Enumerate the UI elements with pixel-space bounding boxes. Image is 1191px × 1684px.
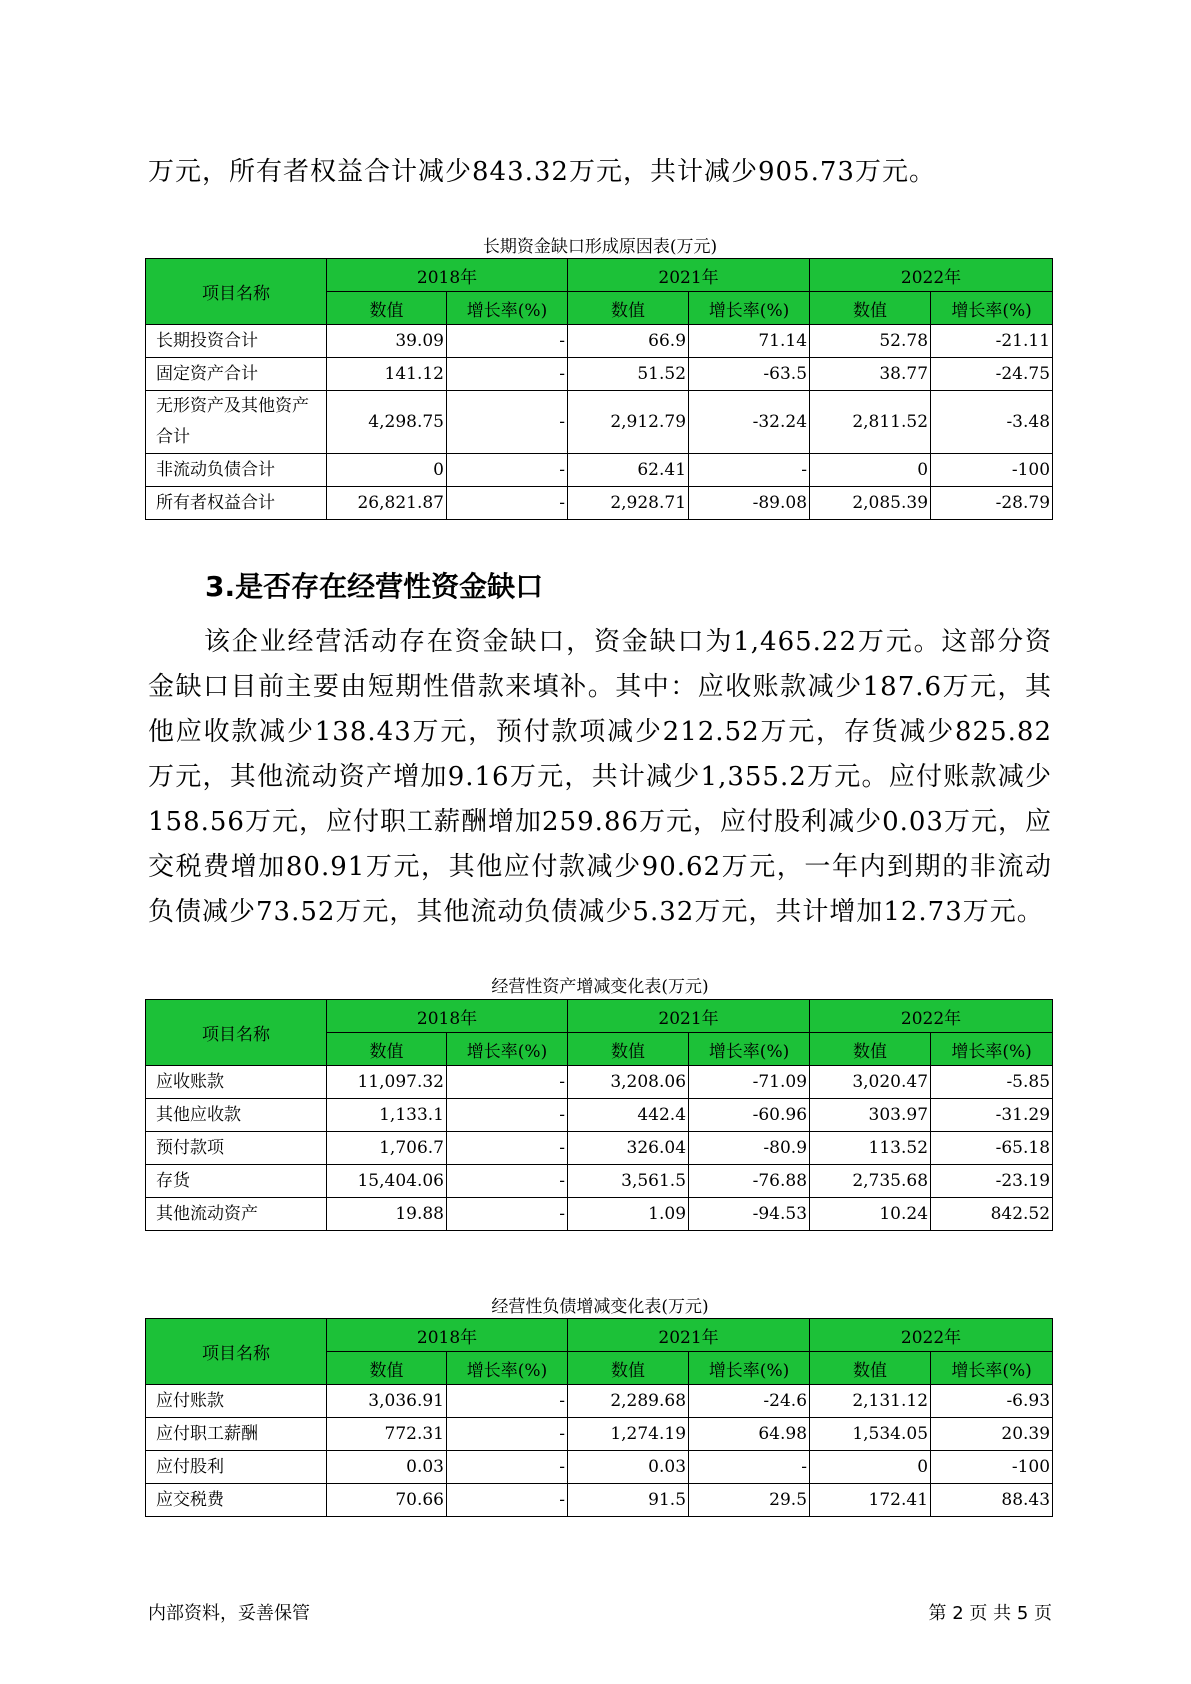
cell-value-2021: 2,912.79 (568, 391, 689, 454)
cell-value-2018: 19.88 (327, 1198, 447, 1231)
header-value: 数值 (327, 1352, 447, 1385)
row-label: 所有者权益合计 (146, 487, 327, 520)
cell-value-2018: 1,706.7 (327, 1132, 447, 1165)
row-label: 固定资产合计 (146, 358, 327, 391)
row-label: 应付账款 (146, 1385, 327, 1418)
cell-value-2022: 113.52 (810, 1132, 931, 1165)
cell-value-2018: 141.12 (327, 358, 447, 391)
header-item-name: 项目名称 (146, 1000, 327, 1066)
cell-value-2021: 1.09 (568, 1198, 689, 1231)
cell-value-2022: 52.78 (810, 325, 931, 358)
header-growth: 增长率(%) (447, 1033, 568, 1066)
table-row (146, 325, 1053, 358)
row-label: 预付款项 (146, 1132, 327, 1165)
header-year-2018: 2018年 (327, 259, 568, 292)
footer-confidential-note: 内部资料，妥善保管 (148, 1603, 310, 1624)
cell-growth-2021: -63.5 (689, 358, 810, 391)
row-label: 无形资产及其他资产合计 (146, 391, 327, 454)
cell-value-2021: 442.4 (568, 1099, 689, 1132)
section-heading: 3.是否存在经营性资金缺口 (205, 570, 544, 603)
table2-caption: 经营性资产增减变化表(万元) (491, 977, 709, 997)
header-year-2022: 2022年 (810, 1319, 1053, 1352)
cell-growth-2022: -28.79 (931, 487, 1053, 520)
header-value: 数值 (568, 292, 689, 325)
cell-value-2018: 11,097.32 (327, 1066, 447, 1099)
cell-growth-2021: -94.53 (689, 1198, 810, 1231)
row-label: 应付职工薪酬 (146, 1418, 327, 1451)
cell-value-2022: 1,534.05 (810, 1418, 931, 1451)
cell-value-2022: 2,735.68 (810, 1165, 931, 1198)
cell-growth-2022: -6.93 (931, 1385, 1053, 1418)
table3-caption: 经营性负债增减变化表(万元) (491, 1297, 709, 1317)
cell-value-2021: 326.04 (568, 1132, 689, 1165)
cell-value-2021: 1,274.19 (568, 1418, 689, 1451)
header-year-2021: 2021年 (568, 1319, 810, 1352)
cell-value-2022: 0 (810, 1451, 931, 1484)
header-year-2022: 2022年 (810, 1000, 1053, 1033)
cell-value-2022: 38.77 (810, 358, 931, 391)
header-value: 数值 (810, 292, 931, 325)
cell-growth-2018: - (447, 1066, 568, 1099)
cell-value-2021: 2,928.71 (568, 487, 689, 520)
header-value: 数值 (568, 1033, 689, 1066)
body-paragraph: 该企业经营活动存在资金缺口，资金缺口为1,465.22万元。这部分资金缺口目前主要由短期性借款来填补。其中：应收账款减少187.6万元，其他应收款减少138.43万元，预付款项减少212.52万元，存货减少825.82万元，其他流动资产增加9.16万元，共计减少1,355.2万元。应付账款减少158.56万元，应付职工薪酬增加259.86万元，应付股利减少0.03万元，应交税费增加80.91万元，其他应付款减少90.62万元，一年内到期的非流动负债减少73.52万元，其他流动负债减少5.32万元，共计增加12.73万元。 (148, 627, 1052, 927)
cell-value-2018: 1,133.1 (327, 1099, 447, 1132)
cell-growth-2022: -5.85 (931, 1066, 1053, 1099)
cell-growth-2018: - (447, 1099, 568, 1132)
cell-value-2018: 39.09 (327, 325, 447, 358)
header-growth: 增长率(%) (447, 292, 568, 325)
table-row (146, 358, 1053, 391)
header-value: 数值 (327, 1033, 447, 1066)
row-label: 应付股利 (146, 1451, 327, 1484)
header-year-2018: 2018年 (327, 1000, 568, 1033)
cell-value-2018: 4,298.75 (327, 391, 447, 454)
cell-value-2022: 10.24 (810, 1198, 931, 1231)
header-year-2018: 2018年 (327, 1319, 568, 1352)
cell-value-2018: 70.66 (327, 1484, 447, 1517)
table-row (146, 454, 1053, 487)
cell-growth-2021: -60.96 (689, 1099, 810, 1132)
cell-growth-2021: - (689, 1451, 810, 1484)
row-label: 应交税费 (146, 1484, 327, 1517)
cell-value-2021: 62.41 (568, 454, 689, 487)
cell-growth-2018: - (447, 1165, 568, 1198)
cell-growth-2022: -31.29 (931, 1099, 1053, 1132)
cell-growth-2018: - (447, 1451, 568, 1484)
header-growth: 增长率(%) (689, 292, 810, 325)
cell-growth-2018: - (447, 487, 568, 520)
intro-paragraph: 万元，所有者权益合计减少843.32万元，共计减少905.73万元。 (148, 157, 936, 187)
cell-value-2022: 172.41 (810, 1484, 931, 1517)
header-year-2022: 2022年 (810, 259, 1053, 292)
header-growth: 增长率(%) (689, 1033, 810, 1066)
header-growth: 增长率(%) (689, 1352, 810, 1385)
cell-growth-2022: 20.39 (931, 1418, 1053, 1451)
cell-growth-2021: -32.24 (689, 391, 810, 454)
table-row (146, 1198, 1053, 1231)
cell-growth-2018: - (447, 325, 568, 358)
cell-growth-2018: - (447, 1132, 568, 1165)
cell-growth-2022: -24.75 (931, 358, 1053, 391)
cell-value-2018: 26,821.87 (327, 487, 447, 520)
cell-growth-2021: -76.88 (689, 1165, 810, 1198)
header-year-2021: 2021年 (568, 1000, 810, 1033)
footer-page-number: 第 2 页 共 5 页 (928, 1603, 1052, 1624)
cell-growth-2021: - (689, 454, 810, 487)
cell-value-2018: 15,404.06 (327, 1165, 447, 1198)
header-growth: 增长率(%) (931, 1352, 1053, 1385)
cell-growth-2021: -89.08 (689, 487, 810, 520)
table-row (146, 1385, 1053, 1418)
table-row (146, 1165, 1053, 1198)
row-label: 非流动负债合计 (146, 454, 327, 487)
cell-growth-2021: 64.98 (689, 1418, 810, 1451)
cell-value-2018: 3,036.91 (327, 1385, 447, 1418)
header-growth: 增长率(%) (447, 1352, 568, 1385)
header-value: 数值 (327, 292, 447, 325)
cell-growth-2021: -80.9 (689, 1132, 810, 1165)
table-row (146, 391, 1053, 454)
row-label: 长期投资合计 (146, 325, 327, 358)
cell-value-2021: 3,208.06 (568, 1066, 689, 1099)
header-growth: 增长率(%) (931, 1033, 1053, 1066)
table-row (146, 1132, 1053, 1165)
cell-value-2021: 3,561.5 (568, 1165, 689, 1198)
row-label: 存货 (146, 1165, 327, 1198)
cell-growth-2018: - (447, 1484, 568, 1517)
cell-growth-2018: - (447, 1418, 568, 1451)
cell-growth-2022: -65.18 (931, 1132, 1053, 1165)
cell-growth-2021: 29.5 (689, 1484, 810, 1517)
table1-caption: 长期资金缺口形成原因表(万元) (482, 237, 718, 257)
cell-growth-2022: 88.43 (931, 1484, 1053, 1517)
cell-value-2018: 0.03 (327, 1451, 447, 1484)
table-long-term-funding-gap (145, 258, 1053, 520)
row-label: 其他流动资产 (146, 1198, 327, 1231)
cell-value-2021: 91.5 (568, 1484, 689, 1517)
cell-growth-2021: -71.09 (689, 1066, 810, 1099)
cell-value-2018: 772.31 (327, 1418, 447, 1451)
cell-growth-2022: -100 (931, 454, 1053, 487)
table-row (146, 1418, 1053, 1451)
cell-growth-2022: 842.52 (931, 1198, 1053, 1231)
cell-growth-2021: 71.14 (689, 325, 810, 358)
cell-value-2018: 0 (327, 454, 447, 487)
cell-value-2022: 2,811.52 (810, 391, 931, 454)
cell-growth-2022: -3.48 (931, 391, 1053, 454)
cell-value-2022: 303.97 (810, 1099, 931, 1132)
cell-growth-2018: - (447, 454, 568, 487)
cell-value-2022: 2,131.12 (810, 1385, 931, 1418)
table-row (146, 1451, 1053, 1484)
table-row (146, 487, 1053, 520)
header-year-2021: 2021年 (568, 259, 810, 292)
header-item-name: 项目名称 (146, 259, 327, 325)
header-item-name: 项目名称 (146, 1319, 327, 1385)
cell-value-2022: 2,085.39 (810, 487, 931, 520)
cell-value-2021: 2,289.68 (568, 1385, 689, 1418)
table-row (146, 1484, 1053, 1517)
cell-growth-2022: -100 (931, 1451, 1053, 1484)
cell-growth-2018: - (447, 358, 568, 391)
row-label: 应收账款 (146, 1066, 327, 1099)
cell-value-2022: 0 (810, 454, 931, 487)
cell-value-2021: 0.03 (568, 1451, 689, 1484)
header-value: 数值 (810, 1033, 931, 1066)
header-growth: 增长率(%) (931, 292, 1053, 325)
table-row (146, 1066, 1053, 1099)
cell-value-2022: 3,020.47 (810, 1066, 931, 1099)
header-value: 数值 (810, 1352, 931, 1385)
table-operating-assets (145, 999, 1053, 1231)
row-label: 其他应收款 (146, 1099, 327, 1132)
header-value: 数值 (568, 1352, 689, 1385)
cell-growth-2021: -24.6 (689, 1385, 810, 1418)
cell-growth-2018: - (447, 391, 568, 454)
cell-value-2021: 66.9 (568, 325, 689, 358)
cell-growth-2018: - (447, 1385, 568, 1418)
table-row (146, 1099, 1053, 1132)
table-operating-liabilities (145, 1318, 1053, 1517)
cell-growth-2022: -21.11 (931, 325, 1053, 358)
cell-growth-2022: -23.19 (931, 1165, 1053, 1198)
cell-growth-2018: - (447, 1198, 568, 1231)
cell-value-2021: 51.52 (568, 358, 689, 391)
